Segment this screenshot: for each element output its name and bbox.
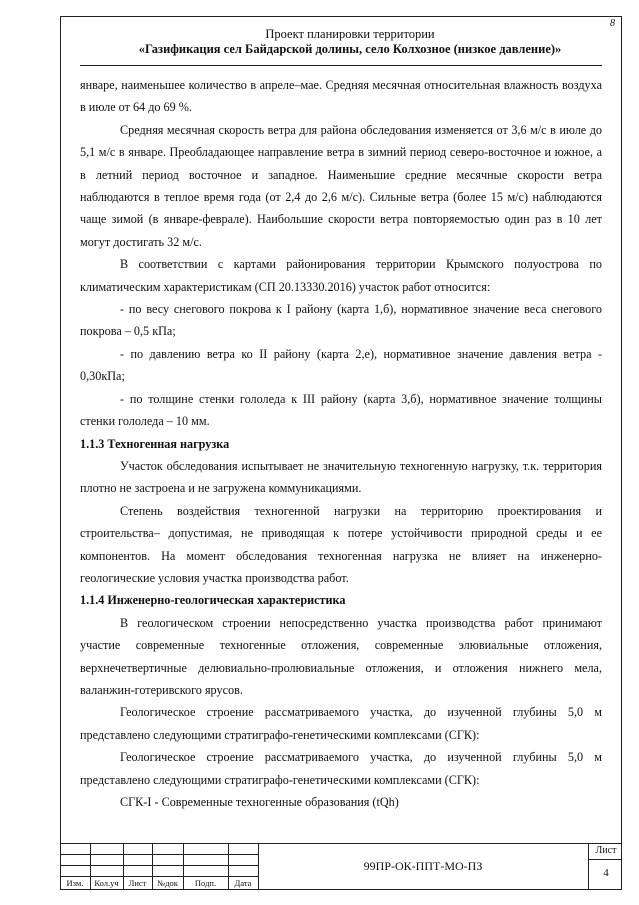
section-heading: 1.1.3 Техногенная нагрузка: [80, 436, 230, 451]
header-rule: [80, 65, 602, 66]
page-number: 8: [610, 18, 615, 29]
paragraph: Геологическое строение рассматриваемого участка, до изученной глубины 5,0 м представлено следующими стратиграфо-генетическими комплексами (СГК):: [80, 705, 602, 742]
stamp-col-sheet: Лист: [128, 878, 147, 888]
paragraph: СГК-I - Современные техногенные образования (tQh): [120, 795, 399, 809]
stamp-col-change: Изм.: [66, 878, 84, 888]
paragraph: В геологическом строении непосредственно участка производства работ принимают участие современные техногенные отложения, современные элювиальные отложения, верхнечетвертичные делювиально-пролювиальные отложения, и отложения нижнего мела, валанжин-готеривского ярусов.: [80, 615, 602, 697]
document-body: [80, 74, 602, 813]
sheet-label: Лист: [595, 845, 617, 856]
title-block: [60, 843, 622, 890]
paragraph: Геологическое строение рассматриваемого участка, до изученной глубины 5,0 м представлено следующими стратиграфо-генетическими комплексами (СГК):: [80, 750, 602, 787]
section-heading: 1.1.4 Инженерно-геологическая характеристика: [80, 593, 346, 608]
list-item: - по толщине стенки гололеда к III району (карта 3,б), нормативное значение толщины стенки гололеда – 10 мм.: [80, 391, 602, 429]
header-project-name: «Газификация сел Байдарской долины, село Колхозное (низкое давление)»: [138, 42, 562, 56]
document-code: 99ПР-ОК-ППТ-МО-ПЗ: [363, 859, 483, 873]
list-item: - по весу снегового покрова к I району (карта 1,б), нормативное значение веса снегового покрова – 0,5 кПа;: [80, 302, 602, 339]
paragraph: январе, наименьшее количество в апреле–мае. Средняя месячная относительная влажность воздуха в июле от 64 до 69 %.: [80, 78, 602, 115]
stamp-col-signature: Подп.: [194, 878, 217, 888]
stamp-col-date: Дата: [234, 878, 252, 888]
paragraph: Участок обследования испытывает не значительную техногенную нагрузку, т.к. территория плотно не застроена и не загружена коммуникациями.: [80, 458, 602, 496]
stamp-col-doc: №док: [157, 878, 178, 888]
paragraph: Средняя месячная скорость ветра для района обследования изменяется от 3,6 м/с в июле до 5,1 м/с в январе. Преобладающее направление ветра в зимний период северо-восточное и южное, а в летний период восточное и западное. Наименьшие средние месячные скорости ветра наблюдаются в теплое время года (от 2,4 до 2,6 м/с). Сильные ветра (более 15 м/с) наблюдаются чаще зимой (в январе-феврале). Наибольшие скорости ветра повторяемостью один раз в 10 лет могут достигать 32 м/с.: [80, 122, 602, 249]
header-title: Проект планировки территории: [265, 27, 435, 41]
list-item: - по давлению ветра ко II району (карта 2,е), нормативное значение давления ветра - 0,30кПа;: [80, 346, 602, 384]
sheet-number: 4: [603, 867, 609, 879]
stamp-col-count: Кол.уч: [94, 878, 119, 888]
paragraph: В соответствии с картами районирования территории Крымского полуострова по климатическим характеристикам (СП 20.13330.2016) участок работ относится:: [80, 257, 602, 294]
paragraph: Степень воздействия техногенной нагрузки на территорию проектирования и строительства– допустимая, не приводящая к потере устойчивости природной среды и ее компонентов. На момент обследования техногенная нагрузка не влияет на инженерно-геологические условия участка производства работ.: [80, 503, 602, 585]
